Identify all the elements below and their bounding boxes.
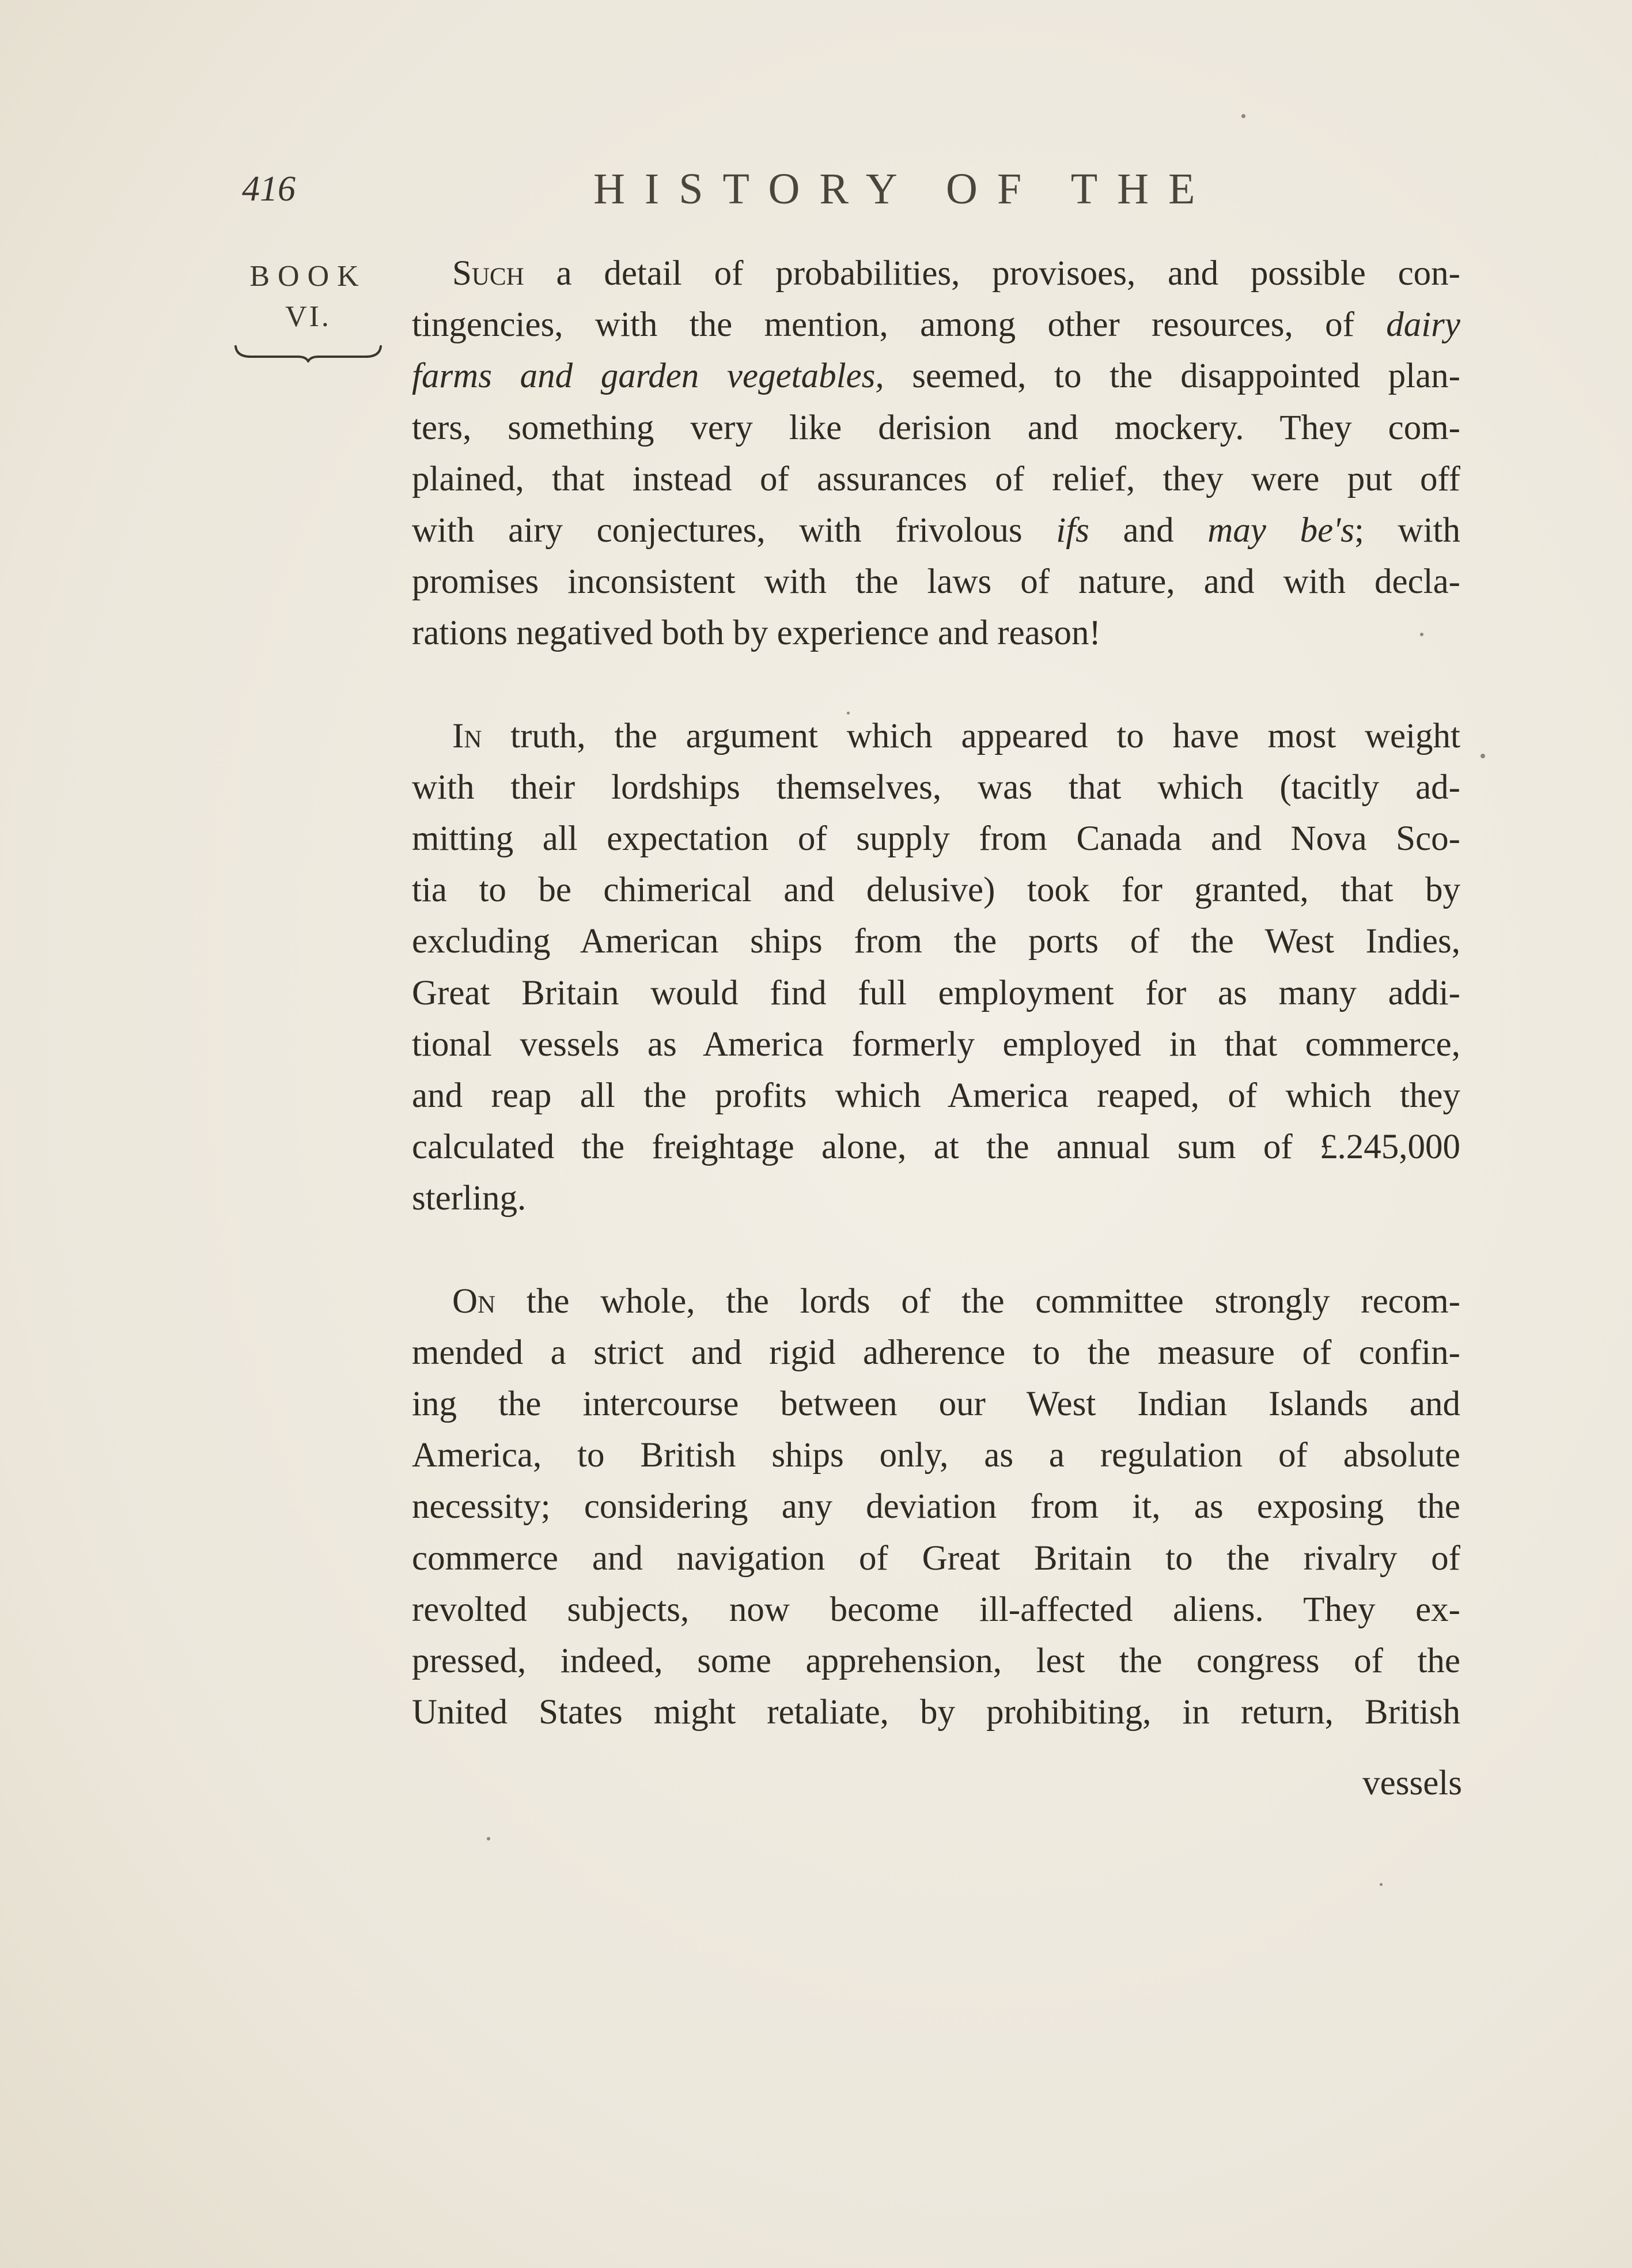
paper-speck [1480,754,1485,758]
paragraph-1 [412,248,1460,659]
text-line: rations negatived both by experience and reason! [412,614,1101,653]
text-line: mended a strict and rigid adherence to the measure of confin- [412,1333,1460,1372]
text-line: mitting all expectation of supply from Canada and Nova Sco- [412,819,1460,859]
text-line: promises inconsistent with the laws of nature, and with decla- [412,562,1460,602]
text-line: with their lordships themselves, was that which (tacitly ad- [412,768,1460,807]
margin-note-book: BOOK [249,260,367,293]
text-line: On the whole, the lords of the committee strongly recom- [452,1282,1460,1321]
text-line: calculated the freightage alone, at the annual sum of £.245,000 [412,1128,1460,1167]
text-line: and reap all the profits which America reaped, of which they [412,1076,1460,1116]
text-line: sterling. [412,1179,527,1218]
text-line: excluding American ships from the ports of the West Indies, [412,922,1460,961]
text-line: In truth, the argument which appeared to have most weight [452,716,1460,755]
paper-speck [847,712,850,715]
text-line: farms and garden vegetables, seemed, to the disappointed plan- [412,357,1460,396]
paper-speck [1241,114,1245,118]
text-line: Great Britain would find full employment for as many addi- [412,973,1460,1012]
margin-note-volume: VI. [285,300,331,333]
running-head [242,164,1452,228]
paragraph-3 [412,1276,1460,1738]
running-title: HISTORY OF THE [593,165,1215,213]
text-line: necessity; considering any deviation from it, as exposing the [412,1487,1460,1526]
text-line: ing the intercourse between our West Indian Islands and [412,1385,1460,1424]
text-line: commerce and navigation of Great Britain to the rivalry of [412,1539,1460,1578]
margin-note [230,256,386,362]
paper-speck [487,1837,490,1840]
text-line: United States might retaliate, by prohibiting, in return, British [412,1693,1460,1732]
text-line: tional vessels as America formerly employed in that commerce, [412,1025,1460,1064]
text-line: America, to British ships only, as a regulation of absolute [412,1436,1460,1475]
text-line: with airy conjectures, with frivolous ifs and may be's; with [412,511,1460,550]
text-line: ters, something very like derision and mockery. They com- [412,408,1460,447]
paper-speck [1380,1883,1383,1886]
text-line: plained, that instead of assurances of relief, they were put off [412,459,1460,498]
text-line: Such a detail of probabilities, provisoes, and possible con- [452,254,1460,293]
text-line: pressed, indeed, some apprehension, lest the congress of the [412,1642,1460,1681]
text-line: tingencies, with the mention, among other resources, of dairy [412,305,1460,345]
paragraph-2 [412,710,1460,1224]
catchword: vessels [1362,1764,1462,1802]
text-line: revolted subjects, now become ill-affected aliens. They ex- [412,1590,1460,1629]
brace-ornament [233,342,383,362]
text-line: tia to be chimerical and delusive) took for granted, that by [412,871,1460,910]
paper-speck [1420,633,1423,636]
body-text [412,248,1460,1738]
page-number: 416 [242,169,296,209]
